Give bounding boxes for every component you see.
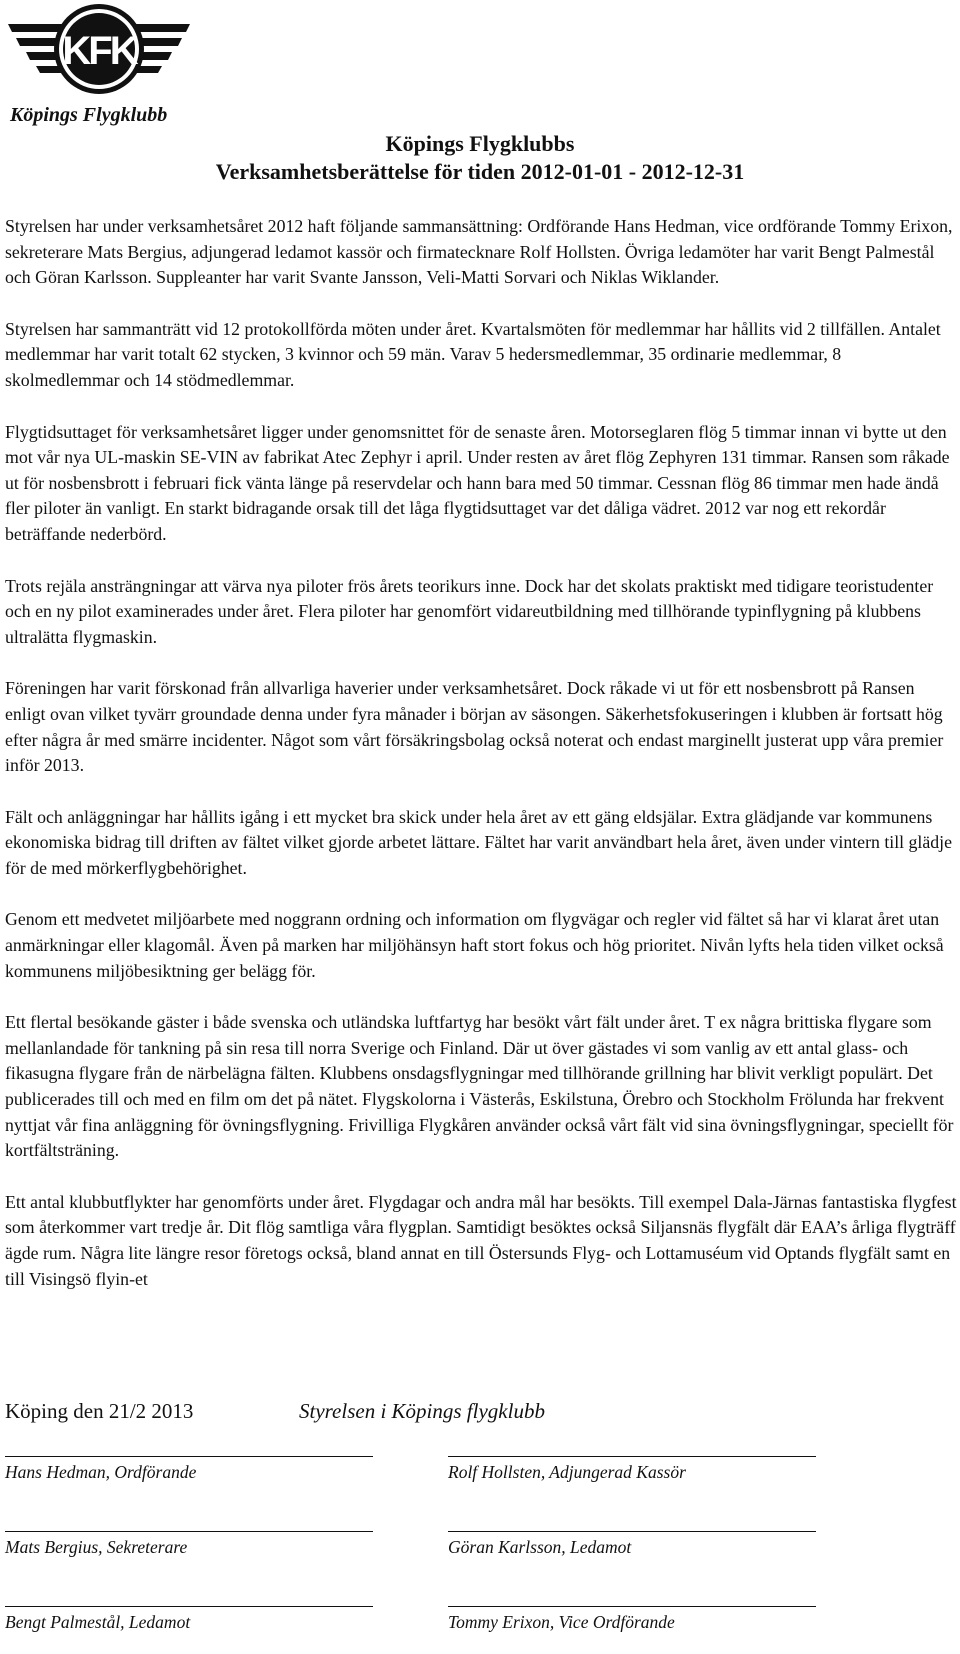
paragraph-board: Styrelsen har under verksamhetsåret 2012 haft följande sammansättning: Ordförande Hans Hedman, vice ordförande Tommy Erixon, sekreterare Mats Bergius, adjungerad ledamot kassör och firmatecknare Rolf Hollsten. Övriga ledamöter har varit Bengt Palmestål och Göran Karlsson. Suppleanter har varit Svante Jansson, Veli-Matti Sorvari och Niklas Wiklander. <box>5 216 953 288</box>
signoff <box>5 1399 545 1424</box>
board-signature-label: Styrelsen i Köpings flygklubb <box>299 1399 545 1423</box>
signature-name: Tommy Erixon, Vice Ordförande <box>448 1612 675 1632</box>
signature-block <box>448 1531 816 1558</box>
paragraph-safety: Föreningen har varit förskonad från allvarliga haverier under verksamhetsåret. Dock råkade vi ut för ett nosbensbrott på Ransen enligt ovan vilket tyvärr groundade denna under fyra månader i början av säsongen. Säkerhetsfokuseringen i klubben är fortsatt hög efter några år med smärre incidenter. Något som vårt försäkringsbolag också noterat och endast marginellt justerat upp våra premier inför 2013. <box>5 678 944 776</box>
signature-line <box>5 1606 373 1607</box>
signature-line <box>5 1531 373 1532</box>
signature-block <box>5 1456 373 1483</box>
signature-line <box>448 1456 816 1457</box>
title-club-name: Köpings Flygklubbs <box>385 131 575 156</box>
signature-block <box>5 1531 373 1558</box>
kfk-wing-emblem-icon <box>4 2 194 107</box>
signature-name: Göran Karlsson, Ledamot <box>448 1537 632 1557</box>
signature-block <box>5 1606 373 1633</box>
report-body <box>5 214 957 1318</box>
signature-block <box>448 1606 816 1633</box>
document-title <box>0 130 960 186</box>
paragraph-flight-hours: Flygtidsuttaget för verksamhetsåret ligger under genomsnittet för de senaste åren. Motorseglaren flög 5 timmar innan vi bytte ut den mot vår nya UL-maskin SE-VIN av fabrikat Atec Zephyr i april. Under resten av året flög Zephyren 131 timmar. Ransen som råkade ut för nosbensbrott i februari fick vänta länge på reservdelar och hann bara med 50 timmar. Cessnan flög 86 timmar men hade ändå fler piloter än vanligt. En starkt bidragande orsak till det låga flygtidsuttaget var det dåliga vädret. 2012 var nog ett rekordår beträffande nederbörd. <box>5 421 950 544</box>
signature-name: Bengt Palmestål, Ledamot <box>5 1612 191 1632</box>
logo-caption: Köpings Flygklubb <box>10 104 168 126</box>
paragraph-training: Trots rejäla ansträngningar att värva nya piloter frös årets teorikurs inne. Dock har det skolats praktiskt med tidigare teoristudenter och en ny pilot examinerades under året. Flera piloter har genomfört vidareutbildning med tillhörande typinflygning på klubbens ultralätta flygmaskin. <box>5 575 934 647</box>
title-report-period: Verksamhetsberättelse för tiden 2012-01-01 - 2012-12-31 <box>215 159 745 184</box>
paragraph-facilities: Fält och anläggningar har hållits igång i ett mycket bra skick under hela året av ett gäng eldsjälar. Extra glädjande var kommunens ekonomiska bidrag till driften av fältet vilket gjorde arbetet lättare. Fältet har varit användbart hela året, även under vintern till glädje för de med mörkerflygbehörighet. <box>5 806 952 878</box>
signature-name: Hans Hedman, Ordförande <box>5 1462 197 1482</box>
signature-name: Mats Bergius, Sekreterare <box>5 1537 188 1557</box>
paragraph-visitors: Ett flertal besökande gäster i både svenska och utländska luftfartyg har besökt vårt fält under året. T ex några brittiska flygare som mellanlandade för tankning på sin resa till norra Sverige och Finland. Där ut över gästades vi som vanlig av ett antal glass- och fikasugna flygare från de närbelägna fälten. Klubbens onsdagsflygningar med tillhörande grillning har blivit verkligt populärt. Det publicerades till och med en film om det på nätet. Flygskolorna i Västerås, Eskilstuna, Örebro och Stockholm Frölunda har frekvent nyttjat vår fina anläggning för övningsflygning. Frivilliga Flygkåren använder också vårt fält vid sina övningsflygningar, speciellt för kortfältsträning. <box>5 1012 954 1161</box>
signature-name: Rolf Hollsten, Adjungerad Kassör <box>448 1462 686 1482</box>
logo-monogram: KFK <box>62 29 136 73</box>
signature-line <box>448 1606 816 1607</box>
paragraph-excursions: Ett antal klubbutflykter har genomförts under året. Flygdagar och andra mål har besökts. Till exempel Dala-Järnas fantastiska flygfest som återkommer vart tredje år. Dit flög samtliga våra flygplan. Samtidigt besöktes också Siljansnäs flygfält där EAA’s årliga flygträff ägde rum. Några lite längre resor företogs också, bland annat en till Östersunds Flyg- och Lottamuséum vid Optands flygfält samt en till Visingsö flyin-et <box>5 1191 957 1289</box>
signature-line <box>448 1531 816 1532</box>
paragraph-meetings-members: Styrelsen har sammanträtt vid 12 protokollförda möten under året. Kvartalsmöten för medlemmar har hållits vid 2 tillfällen. Antalet medlemmar har varit totalt 62 stycken, 3 kvinnor och 59 män. Varav 5 hedersmedlemmar, 35 ordinarie medlemmar, 8 skolmedlemmar och 14 stödmedlemmar. <box>5 318 941 390</box>
signature-line <box>5 1456 373 1457</box>
paragraph-environment: Genom ett medvetet miljöarbete med noggrann ordning och information om flygvägar och regler vid fältet så har vi klarat året utan anmärkningar eller klagomål. Även på marken har miljöhänsyn haft stort fokus och hög prioritet. Nivån lyfts hela tiden vilket också kommunens miljöbesiktning ger belägg för. <box>5 909 944 981</box>
signature-block <box>448 1456 816 1483</box>
place-date: Köping den 21/2 2013 <box>5 1399 194 1423</box>
